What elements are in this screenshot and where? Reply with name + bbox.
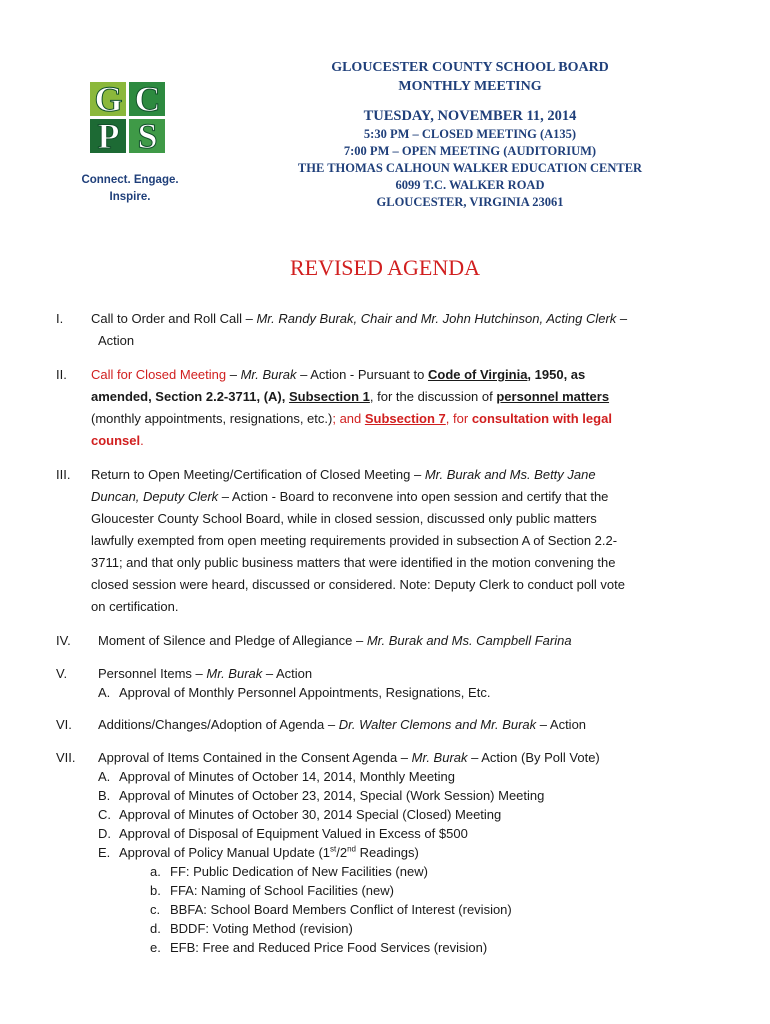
item-number: I. — [56, 311, 64, 326]
policy-item-b: b. FFA: Naming of School Facilities (new) — [150, 883, 394, 898]
item-presenters: Mr. Randy Burak, Chair and Mr. John Hutchinson, Acting Clerk — [256, 311, 617, 326]
item-number: VII. — [56, 750, 76, 765]
logo-tagline — [70, 172, 190, 206]
logo-letter-p: P — [90, 119, 126, 153]
logo-letter-c: C — [129, 82, 165, 116]
logo-letter-g: G — [90, 82, 126, 116]
agenda-item-6: VI. Additions/Changes/Adoption of Agenda – Dr. Walter Clemons and Mr. Burak – Action — [56, 714, 676, 736]
agenda-item-7: VII. Approval of Items Contained in the Consent Agenda – Mr. Burak – Action (By Poll Vote) A. Approval of Minutes of October 14, 2014, Monthly Meeting B. Approval of Minutes of October 23, 2014, Special (Work Session) Meeting C. Approval of Minutes of October 30, 2014 Special (Closed) Meeting D. Approval of Disposal of Equipment Valued in Excess of $500 E. Approval of Policy Manual Update (1st/2nd Readings) a. FF: Public Dedication of New Facilities (new) b. FFA: Naming of School Facilities (new) c. BBFA: School Board Members Conflict of Interest (revision) d. BDDF: Voting Method (revision) e. EFB: Free and Reduced Price Food Services (revision) — [56, 748, 676, 957]
meeting-date: TUESDAY, NOVEMBER 11, 2014 — [363, 108, 577, 124]
code-of-virginia: Code of Virginia — [427, 367, 528, 382]
item-number: III. — [56, 467, 71, 482]
tagline-line-1: Connect. Engage. — [81, 174, 179, 186]
closed-meeting-time: 5:30 PM – CLOSED MEETING (A135) — [363, 127, 577, 141]
item-number: II. — [56, 367, 67, 382]
policy-item-d: d. BDDF: Voting Method (revision) — [150, 921, 353, 936]
policy-item-a: a. FF: Public Dedication of New Facilities (new) — [150, 864, 428, 879]
consent-item-a: A. Approval of Minutes of October 14, 2014, Monthly Meeting — [98, 769, 456, 784]
gcps-logo — [90, 79, 166, 156]
venue-name: THE THOMAS CALHOUN WALKER EDUCATION CENTER — [297, 161, 643, 175]
sub-item: A. Approval of Monthly Personnel Appointments, Resignations, Etc. — [98, 685, 491, 700]
tagline-line-2: Inspire. — [109, 191, 151, 203]
agenda-item-5: V. Personnel Items – Mr. Burak – Action A. Approval of Monthly Personnel Appointments, Resignations, Etc. — [56, 664, 676, 702]
agenda-list — [56, 308, 676, 969]
consent-item-d: D. Approval of Disposal of Equipment Valued in Excess of $500 — [98, 826, 468, 841]
agenda-item-2: II. Call for Closed Meeting – Mr. Burak – Action - Pursuant to Code of Virginia, 1950, as amended, Section 2.2-3711, (A), Subsection 1, for the discussion of personnel matters (monthly appointments, resignations, etc.); and Subsection 7, for consultation with legal counsel. — [56, 364, 676, 452]
agenda-item-4: IV. Moment of Silence and Pledge of Allegiance – Mr. Burak and Ms. Campbell Farina — [56, 630, 676, 652]
item-number: V. — [56, 666, 68, 681]
org-name: GLOUCESTER COUNTY SCHOOL BOARD — [331, 60, 609, 75]
logo-letter-s: S — [129, 119, 165, 153]
consent-item-c: C. Approval of Minutes of October 30, 2014 Special (Closed) Meeting — [98, 807, 502, 822]
open-meeting-time: 7:00 PM – OPEN MEETING (AUDITORIUM) — [343, 144, 597, 158]
meeting-header — [280, 58, 660, 211]
consent-item-b: B. Approval of Minutes of October 23, 2014, Special (Work Session) Meeting — [98, 788, 545, 803]
policy-item-e: e. EFB: Free and Reduced Price Food Services (revision) — [150, 940, 488, 955]
consent-item-e: E. Approval of Policy Manual Update (1st/2nd Readings) — [98, 844, 419, 860]
page-title: REVISED AGENDA — [289, 255, 481, 280]
venue-city: GLOUCESTER, VIRGINIA 23061 — [376, 195, 564, 209]
venue-address: 6099 T.C. WALKER ROAD — [395, 178, 545, 192]
item-number: VI. — [56, 717, 72, 732]
agenda-item-3: III. Return to Open Meeting/Certification of Closed Meeting – Mr. Burak and Ms. Betty Jane Duncan, Deputy Clerk – Action - Board to reconvene into open session and certify that the Gloucester County School Board, while in closed session, discussed only public matters lawfully exempted from open meeting requirements provided in subsection A of Section 2.2- 3711; and that only public business matters that were identified in the motion convening the closed session were heard, discussed or considered. Note: Deputy Clerk to conduct poll vote on certification. — [56, 464, 676, 618]
policy-item-c: c. BBFA: School Board Members Conflict of Interest (revision) — [150, 902, 512, 917]
agenda-item-1: I. Call to Order and Roll Call – Mr. Randy Burak, Chair and Mr. John Hutchinson, Acting Clerk – Action — [56, 308, 676, 352]
meeting-type: MONTHLY MEETING — [398, 79, 542, 94]
item-number: IV. — [56, 633, 71, 648]
